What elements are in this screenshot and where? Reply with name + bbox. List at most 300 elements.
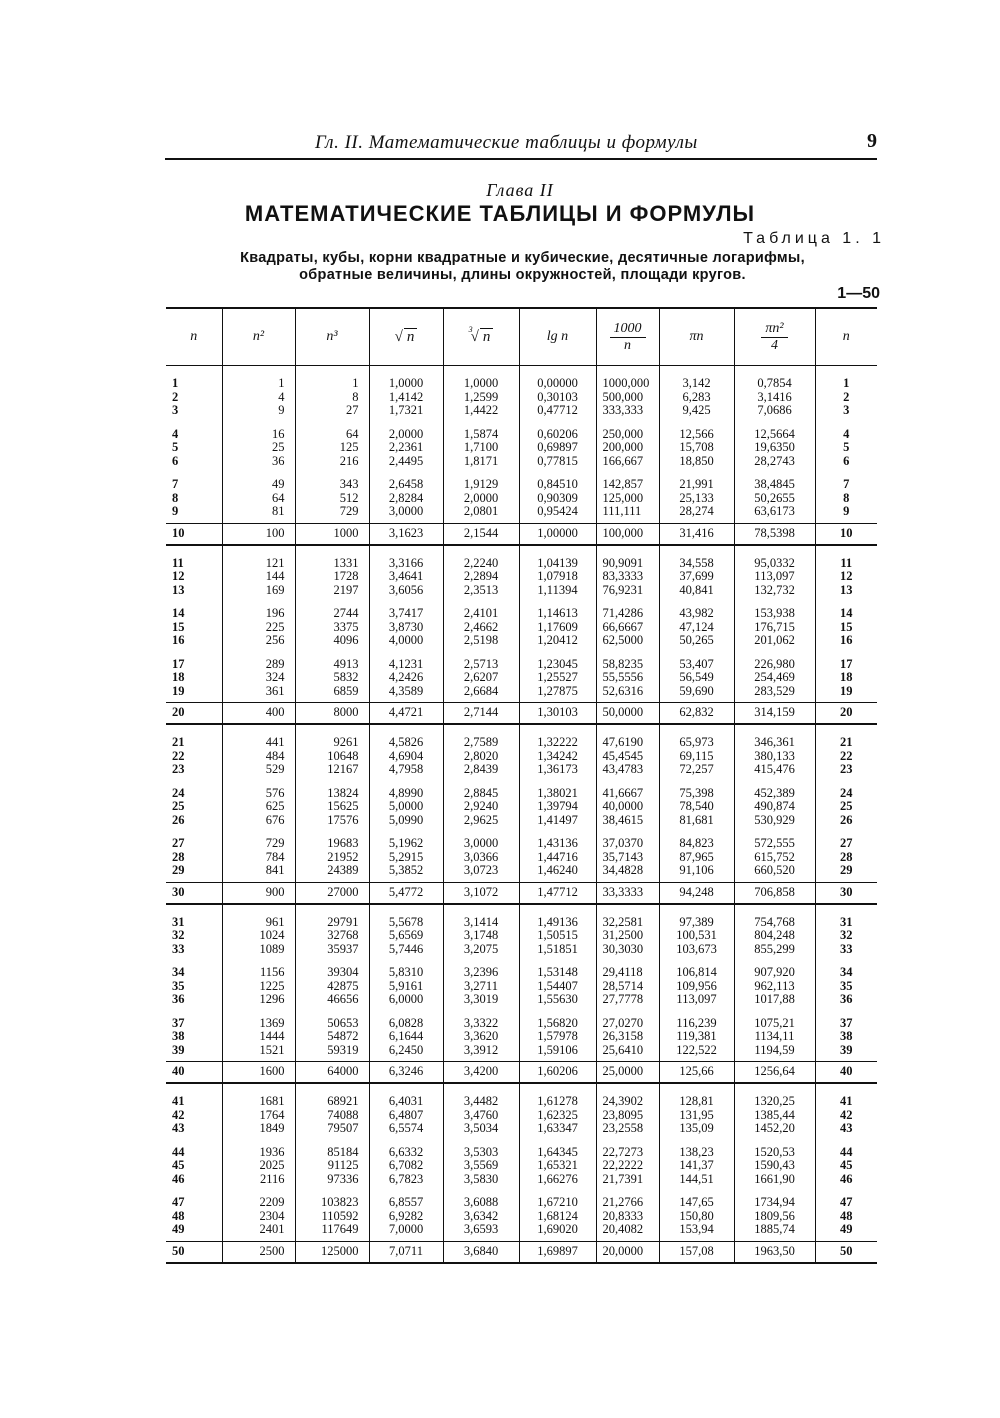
col-sqrt (369, 724, 443, 882)
table-cell: 28,274 (679, 504, 714, 518)
table-cell: 78,5398 (754, 525, 795, 540)
running-head-title: Гл. II. Математические таблицы и формулы (315, 132, 698, 153)
table-cell: 4,5826 (388, 735, 424, 749)
table-cell: 1,20412 (537, 633, 578, 647)
table-cell: 41,6667 (602, 785, 644, 800)
table-cell: 2,8845 (463, 785, 499, 800)
table-cell: 3,0366 (463, 849, 499, 864)
table-cell: 2116 (259, 1171, 285, 1186)
table-cell: 8 (352, 389, 359, 404)
table-cell: 26,3158 (602, 1029, 644, 1043)
table-cell: 2,7589 (463, 735, 499, 749)
table-cell: 25 (172, 799, 185, 813)
table-cell: 44 (840, 1144, 853, 1159)
table-cell: 48 (172, 1208, 185, 1223)
table-cell: 200,000 (602, 440, 644, 454)
table-cell: 2 (843, 389, 850, 404)
col-cbrt (443, 724, 519, 882)
col-n (166, 724, 222, 882)
table-cell: 13 (840, 582, 853, 597)
table-cell: 706,858 (754, 884, 795, 899)
col-sqrt (369, 366, 443, 524)
col-n (166, 366, 222, 524)
table-cell: 33 (172, 941, 185, 956)
subrow-n (166, 703, 222, 725)
table-cell: 2,2894 (463, 569, 499, 583)
table-cell: 660,520 (754, 863, 795, 877)
table-cell: 0,90309 (537, 490, 578, 505)
table-cell: 3,2396 (463, 965, 499, 979)
table-cell: 415,476 (754, 762, 795, 776)
table-cell: 1885,74 (754, 1222, 795, 1236)
subrow-sqrt (369, 1241, 443, 1263)
table-cell: 28,2743 (754, 453, 795, 468)
table-cell: 4,8990 (388, 785, 424, 800)
col-n (166, 1083, 222, 1241)
subrow-cbrt (443, 1062, 519, 1084)
table-cell: 40,0000 (602, 799, 644, 813)
table-cell: 3 (843, 403, 850, 417)
table-cell: 32 (172, 928, 185, 942)
subrow-n (166, 1241, 222, 1263)
table-cell: 1,53148 (537, 965, 578, 979)
table-cell: 50 (840, 1243, 853, 1258)
table-cell: 35 (840, 978, 853, 993)
table-cell: 100,531 (676, 928, 717, 942)
table-cell: 1331 (333, 555, 359, 570)
header-inverse: $\frac{1000}{n}$ (596, 308, 659, 366)
table-cell: 3,8730 (388, 619, 424, 634)
table-cell: 1,0000 (463, 376, 499, 390)
table-cell: 37 (172, 1015, 185, 1030)
table-cell: 64000 (327, 1064, 359, 1078)
table-cell: 26 (840, 812, 853, 827)
table-cell: 97336 (327, 1171, 359, 1186)
subrow-area (734, 882, 815, 904)
table-cell: 17576 (327, 812, 359, 827)
subrow-circumference (659, 1062, 734, 1084)
col-n-squared (222, 904, 295, 1062)
col-area (734, 366, 815, 524)
table-cell: 1,65321 (537, 1158, 578, 1172)
table-cell: 1,66276 (537, 1171, 578, 1186)
table-cell: 1,69897 (537, 1243, 578, 1258)
table-cell: 19 (172, 683, 185, 698)
table-cell: 2,5198 (463, 633, 499, 647)
subrow-lg (519, 1062, 596, 1084)
table-cell: 2,2361 (388, 440, 424, 454)
table-cell: 196 (265, 606, 285, 620)
table-caption (165, 250, 880, 284)
table-cell: 22 (840, 748, 853, 763)
table-cell: 1,27875 (537, 683, 578, 698)
col-n (166, 904, 222, 1062)
table-cell: 3,3019 (463, 992, 499, 1006)
table-cell: 1296 (259, 992, 285, 1006)
table-cell: 3,1416 (757, 389, 792, 404)
table-cell: 24,3902 (602, 1094, 644, 1108)
table-cell: 24 (840, 785, 853, 800)
table-cell: 3,3620 (463, 1029, 499, 1043)
col-sqrt (369, 904, 443, 1062)
table-cell: 3,1623 (388, 525, 424, 540)
table-cell: 3,4200 (463, 1064, 499, 1078)
table-cell: 23 (172, 762, 185, 776)
table-cell: 1,57978 (537, 1029, 578, 1043)
table-cell: 1,4142 (388, 389, 424, 404)
table-cell: 27000 (327, 884, 359, 899)
header-n: n (166, 308, 222, 366)
table-cell: 144,51 (679, 1171, 714, 1186)
table-cell: 9261 (333, 735, 359, 749)
table-cell: 46656 (327, 992, 359, 1006)
table-cell: 81,681 (679, 812, 714, 827)
table-cell: 15,708 (679, 440, 714, 454)
subrow-circumference (659, 882, 734, 904)
table-cell: 41 (172, 1094, 185, 1108)
table-cell: 5,4772 (388, 884, 424, 899)
col-inverse (596, 724, 659, 882)
table-cell: 5,8310 (388, 965, 424, 979)
col-n-cubed (295, 1083, 369, 1241)
table-cell: 3,6088 (463, 1195, 499, 1209)
table-cell: 1194,59 (754, 1042, 795, 1057)
table-cell: 64 (346, 426, 359, 441)
table-cell: 3,1748 (463, 928, 499, 942)
col-inverse (596, 904, 659, 1062)
table-cell: 4,3589 (388, 683, 424, 698)
table-cell: 1075,21 (754, 1015, 795, 1030)
table-cell: 52,6316 (602, 683, 644, 698)
table-cell: 21 (172, 735, 185, 749)
table-cell: 43 (172, 1121, 185, 1135)
table-cell: 176,715 (754, 619, 795, 634)
subrow-n-cubed (295, 1062, 369, 1084)
table-cell: 166,667 (602, 453, 644, 468)
table-cell: 27 (840, 836, 853, 850)
col-n-right (815, 366, 877, 524)
table-cell: 59,690 (679, 683, 714, 698)
subrow-n-cubed (295, 703, 369, 725)
table-cell: 28 (840, 849, 853, 864)
table-cell: 47,124 (679, 619, 714, 634)
table-cell: 900 (265, 884, 285, 899)
table-cell: 62,5000 (602, 633, 644, 647)
table-cell: 150,80 (679, 1208, 714, 1223)
table-cell: 37 (840, 1015, 853, 1030)
table-cell: 39304 (327, 965, 359, 979)
table-cell: 6,9282 (388, 1208, 424, 1223)
table-cell: 74088 (327, 1107, 359, 1122)
subrow-n-right (815, 703, 877, 725)
subrow-cbrt (443, 703, 519, 725)
table-cell: 1134,11 (754, 1029, 795, 1043)
col-circumference (659, 366, 734, 524)
table-cell: 7,0711 (389, 1243, 423, 1258)
table-cell: 1000,000 (602, 376, 650, 390)
table-cell: 76,9231 (602, 582, 644, 597)
table-cell: 79507 (327, 1121, 359, 1135)
table-cell: 22,7273 (602, 1144, 644, 1159)
table-cell: 100 (265, 525, 285, 540)
table-caption-line1: Квадраты, кубы, корни квадратные и кубические, десятичные логарифмы, (240, 250, 805, 266)
col-inverse (596, 1083, 659, 1241)
table-cell: 47,6190 (602, 735, 644, 749)
subrow-n (166, 882, 222, 904)
table-cell: 8 (843, 490, 850, 505)
table-cell: 26 (172, 812, 185, 827)
table-cell: 1,2599 (463, 389, 499, 404)
table-cell: 66,6667 (602, 619, 644, 634)
subrow-sqrt (369, 882, 443, 904)
table-cell: 1,69020 (537, 1222, 578, 1236)
table-cell: 5,9161 (388, 978, 424, 993)
table-cell: 14 (172, 606, 185, 620)
table-cell: 94,248 (679, 884, 714, 899)
table-cell: 6859 (333, 683, 359, 698)
table-cell: 2,6207 (463, 670, 499, 684)
table-cell: 1,59106 (537, 1042, 578, 1057)
table-cell: 111,111 (602, 504, 642, 518)
table-cell: 62,832 (679, 705, 714, 719)
table-cell: 729 (265, 836, 285, 850)
table-cell: 15625 (327, 799, 359, 813)
table-cell: 1089 (259, 941, 285, 956)
table-cell: 2,5713 (463, 656, 499, 671)
table-cell: 1,54407 (537, 978, 578, 993)
table-cell: 4,7958 (388, 762, 424, 776)
table-subtotal-row (166, 1062, 877, 1084)
table-cell: 3,142 (682, 376, 711, 390)
table-cell: 95,0332 (754, 555, 795, 570)
table-cell: 3,6056 (388, 582, 424, 597)
table-cell: 4096 (333, 633, 359, 647)
table-cell: 16 (840, 633, 853, 647)
table-cell: 21,7391 (602, 1171, 644, 1186)
table-cell: 35,7143 (602, 849, 644, 864)
table-cell: 27,7778 (602, 992, 644, 1006)
table-cell: 34,558 (679, 555, 714, 570)
subrow-n-squared (222, 703, 295, 725)
table-cell: 31 (840, 914, 853, 929)
table-cell: 56,549 (679, 670, 714, 684)
table-cell: 6,4807 (388, 1107, 424, 1122)
table-cell: 45,4545 (602, 748, 644, 763)
table-cell: 1,68124 (537, 1208, 578, 1223)
table-cell: 4,2426 (388, 670, 424, 684)
subrow-n-right (815, 1062, 877, 1084)
table-cell: 1590,43 (754, 1158, 795, 1172)
table-cell: 343 (339, 477, 359, 491)
running-head (165, 130, 877, 160)
table-cell: 87,965 (679, 849, 714, 864)
table-cell: 1,38021 (537, 785, 578, 800)
col-inverse (596, 366, 659, 524)
table-cell: 2304 (259, 1208, 285, 1223)
table-cell: 484 (265, 748, 285, 763)
table-cell: 32 (840, 928, 853, 942)
table-cell: 5,5678 (388, 914, 424, 929)
col-n-right (815, 1083, 877, 1241)
table-cell: 2500 (259, 1243, 285, 1258)
table-cell: 1963,50 (754, 1243, 795, 1258)
table-cell: 54872 (327, 1029, 359, 1043)
table-cell: 907,920 (754, 965, 795, 979)
subrow-n-cubed (295, 1241, 369, 1263)
table-cell: 1,43136 (537, 836, 578, 850)
table-cell: 2,0000 (388, 426, 424, 441)
table-cell: 2,2240 (463, 555, 499, 570)
header-circumference: πn (659, 308, 734, 366)
table-cell: 10 (172, 525, 185, 540)
math-table (166, 307, 877, 1264)
subrow-n (166, 523, 222, 545)
table-cell: 30 (172, 884, 185, 899)
table-cell: 3,3912 (463, 1042, 499, 1057)
table-cell: 29,4118 (602, 965, 643, 979)
table-cell: 28 (172, 849, 185, 864)
table-cell: 43,4783 (602, 762, 644, 776)
table-cell: 32768 (327, 928, 359, 942)
table-cell: 10648 (327, 748, 359, 763)
table-cell: 14 (840, 606, 853, 620)
table-cell: 23 (840, 762, 853, 776)
table-cell: 256 (265, 633, 285, 647)
table-cell: 113,097 (676, 992, 717, 1006)
table-cell: 33 (840, 941, 853, 956)
table-cell: 1,36173 (537, 762, 578, 776)
table-cell: 5,1962 (388, 836, 424, 850)
table-cell: 5,0990 (388, 812, 424, 827)
table-block (166, 1083, 877, 1241)
table-cell: 169 (265, 582, 285, 597)
table-cell: 2,6458 (388, 477, 424, 491)
table-cell: 961 (265, 914, 285, 929)
table-cell: 2,9240 (463, 799, 499, 813)
table-cell: 28,5714 (602, 978, 644, 993)
table-cell: 12,566 (679, 426, 714, 441)
table-cell: 1,34242 (537, 748, 578, 763)
subrow-n-squared (222, 1062, 295, 1084)
table-cell: 29791 (327, 914, 359, 929)
table-cell: 0,84510 (537, 477, 578, 491)
table-cell: 0,95424 (537, 504, 578, 518)
table-subtotal-row (166, 882, 877, 904)
table-cell: 59319 (327, 1042, 359, 1057)
col-circumference (659, 724, 734, 882)
table-cell: 25 (272, 440, 285, 454)
col-lg (519, 904, 596, 1062)
table-cell: 6,0000 (388, 992, 424, 1006)
table-cell: 22,2222 (602, 1158, 644, 1172)
table-cell: 3,4482 (463, 1094, 499, 1108)
table-cell: 50653 (327, 1015, 359, 1030)
table-cell: 0,60206 (537, 426, 578, 441)
table-cell: 1,64345 (537, 1144, 578, 1159)
table-cell: 46 (840, 1171, 853, 1186)
table-cell: 128,81 (679, 1094, 714, 1108)
table-header-row (166, 308, 877, 366)
table-cell: 3,0000 (463, 836, 499, 850)
table-cell: 1521 (259, 1042, 285, 1057)
table-cell: 1936 (259, 1144, 285, 1159)
table-cell: 1,61278 (537, 1094, 578, 1108)
table-cell: 1 (843, 376, 850, 390)
table-cell: 131,95 (679, 1107, 714, 1122)
table-cell: 30,3030 (602, 941, 644, 956)
table-cell: 49 (172, 1222, 185, 1236)
col-n-cubed (295, 545, 369, 703)
table-cell: 69,115 (679, 748, 714, 763)
table-cell: 19683 (327, 836, 359, 850)
table-cell: 9 (278, 403, 285, 417)
table-cell: 53,407 (679, 656, 714, 671)
table-subtotal-row (166, 703, 877, 725)
table-cell: 676 (265, 812, 285, 827)
chapter-title: МАТЕМАТИЧЕСКИЕ ТАБЛИЦЫ И ФОРМУЛЫ (244, 201, 756, 226)
table-block (166, 545, 877, 703)
table-cell: 44 (172, 1144, 185, 1159)
table-cell: 754,768 (754, 914, 795, 929)
table-cell: 500,000 (602, 389, 644, 404)
table-cell: 1661,90 (754, 1171, 795, 1186)
table-cell: 29 (172, 863, 185, 877)
table-cell: 289 (265, 656, 285, 671)
table-cell: 3,4760 (463, 1107, 499, 1122)
table-cell: 21,991 (679, 477, 714, 491)
table-cell: 1 (278, 376, 285, 390)
subrow-area (734, 523, 815, 545)
table-cell: 65,973 (679, 735, 714, 749)
header-n-cubed: n³ (295, 308, 369, 366)
table-cell: 1,44716 (537, 849, 578, 864)
table-cell: 119,381 (676, 1029, 717, 1043)
table-cell: 37,0370 (602, 836, 644, 850)
subrow-sqrt (369, 1062, 443, 1084)
table-cell: 17 (840, 656, 853, 671)
table-cell: 16 (172, 633, 185, 647)
table-cell: 324 (265, 670, 285, 684)
table-cell: 13 (172, 582, 185, 597)
table-cell: 1,55630 (537, 992, 578, 1006)
table-cell: 5,6569 (388, 928, 424, 942)
table-cell: 3,7417 (388, 606, 424, 620)
table-cell: 3,0723 (463, 863, 499, 877)
table-cell: 117649 (321, 1222, 359, 1236)
table-cell: 90,9091 (602, 555, 644, 570)
table-cell: 4,0000 (388, 633, 424, 647)
table-cell: 42 (840, 1107, 853, 1122)
col-sqrt (369, 1083, 443, 1241)
table-cell: 2,8439 (463, 762, 499, 776)
table-cell: 49 (272, 477, 285, 491)
col-n-cubed (295, 904, 369, 1062)
subrow-n (166, 1062, 222, 1084)
table-cell: 1,7100 (463, 440, 499, 454)
table-cell: 804,248 (754, 928, 795, 942)
col-n-squared (222, 724, 295, 882)
table-cell: 1,49136 (537, 914, 578, 929)
table-cell: 2197 (333, 582, 359, 597)
table-cell: 64 (272, 490, 285, 505)
table-cell: 5 (843, 440, 850, 454)
table-cell: 441 (265, 735, 285, 749)
table-cell: 2,9625 (463, 812, 499, 827)
table-cell: 97,389 (679, 914, 714, 929)
header-n-squared: n² (222, 308, 295, 366)
table-cell: 15 (172, 619, 185, 634)
table-cell: 1734,94 (754, 1195, 795, 1209)
